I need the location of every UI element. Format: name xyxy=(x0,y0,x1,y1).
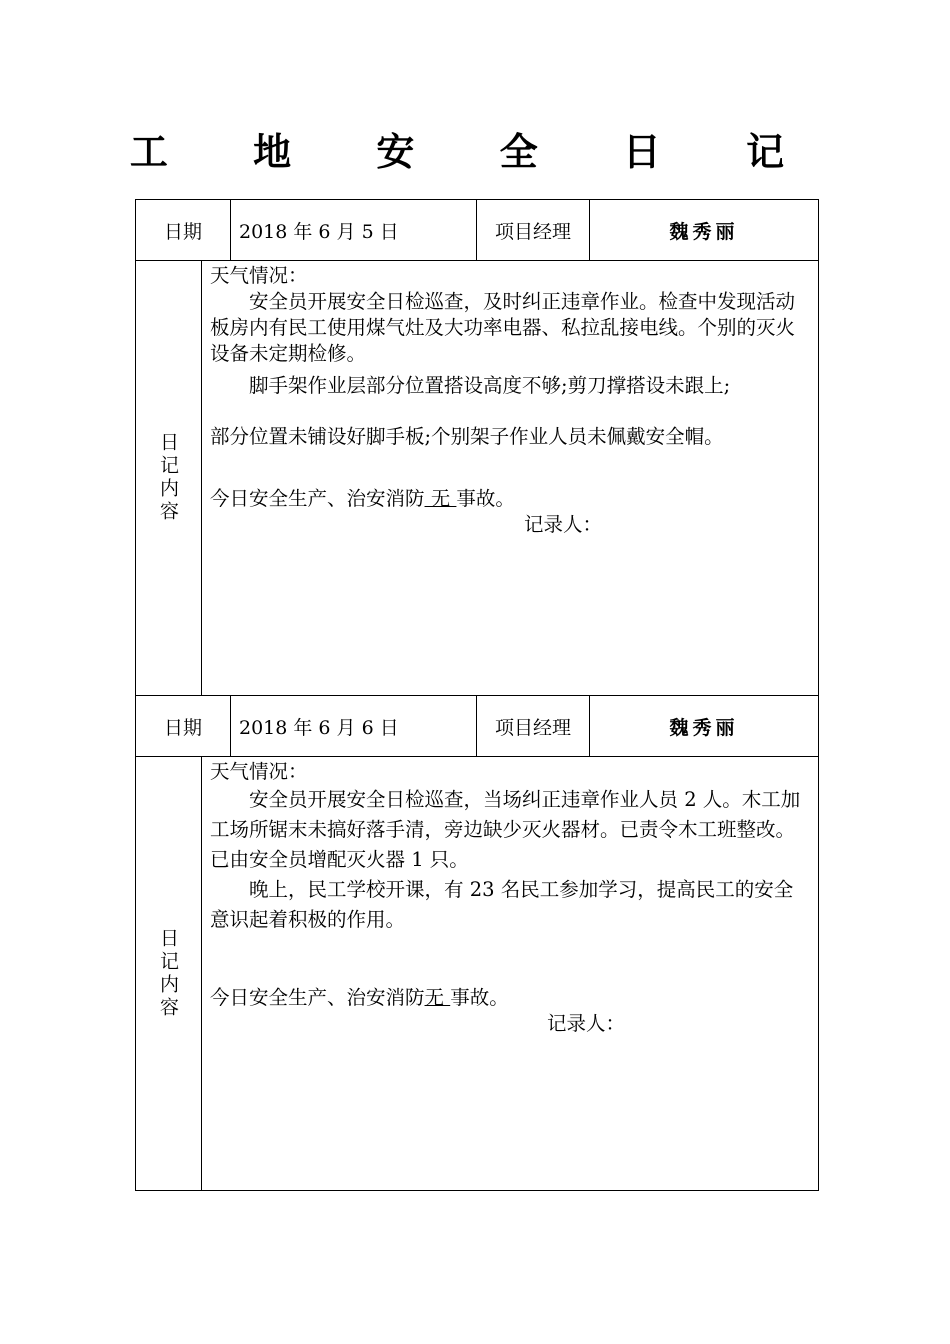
diary-table xyxy=(135,199,819,1191)
date-value: 2018 年 6 月 5 日 xyxy=(231,200,477,260)
summary-line: 今日安全生产、治安消防无 事故。 xyxy=(210,986,509,1009)
manager-signature: 魏秀丽 xyxy=(669,716,739,739)
entry-header-row xyxy=(135,199,819,260)
date-value: 2018 年 6 月 6 日 xyxy=(231,696,477,756)
paragraph-2: 脚手架作业层部分位置搭设高度不够;剪刀撑搭设未跟上; xyxy=(249,374,731,397)
section-label: 日记内容 xyxy=(157,432,179,524)
accident-value: 无 xyxy=(424,487,457,510)
date-label: 日期 xyxy=(136,200,231,260)
entry-header-row xyxy=(135,695,819,756)
section-label: 日记内容 xyxy=(157,927,179,1020)
diary-content xyxy=(202,261,818,695)
section-label-cell xyxy=(136,757,202,1190)
accident-value: 无 xyxy=(424,986,451,1009)
entry-body-row xyxy=(135,756,819,1191)
paragraph-3: 部分位置未铺设好脚手板;个别架子作业人员未佩戴安全帽。 xyxy=(210,425,724,448)
page-title: 工 地 安 全 日 记 xyxy=(129,130,821,174)
paragraph-2: 晚上，民工学校开课，有 23 名民工参加学习，提高民工的安全意识起着积极的作用。 xyxy=(210,878,794,931)
summary-line: 今日安全生产、治安消防 无 事故。 xyxy=(210,487,515,510)
recorder-label: 记录人： xyxy=(524,513,603,536)
weather-line: 天气情况： xyxy=(210,264,308,287)
recorder-label: 记录人： xyxy=(547,1012,626,1035)
manager-signature: 魏秀丽 xyxy=(669,220,739,243)
weather-line: 天气情况： xyxy=(210,760,308,783)
entry-body-row xyxy=(135,260,819,695)
paragraph-1: 安全员开展安全日检巡查，及时纠正违章作业。检查中发现活动板房内有民工使用煤气灶及大功率电器、私拉乱接电线。个别的灭火设备未定期检修。 xyxy=(210,290,796,365)
manager-label: 项目经理 xyxy=(477,696,590,756)
date-label: 日期 xyxy=(136,696,231,756)
paragraph-1: 安全员开展安全日检巡查，当场纠正违章作业人员 2 人。木工加工场所锯末未搞好落手清，旁边缺少灭火器材。已责令木工班整改。已由安全员增配灭火器 1 只。 xyxy=(210,788,801,871)
section-label-cell xyxy=(136,261,202,695)
manager-label: 项目经理 xyxy=(477,200,590,260)
diary-content xyxy=(202,757,818,1190)
